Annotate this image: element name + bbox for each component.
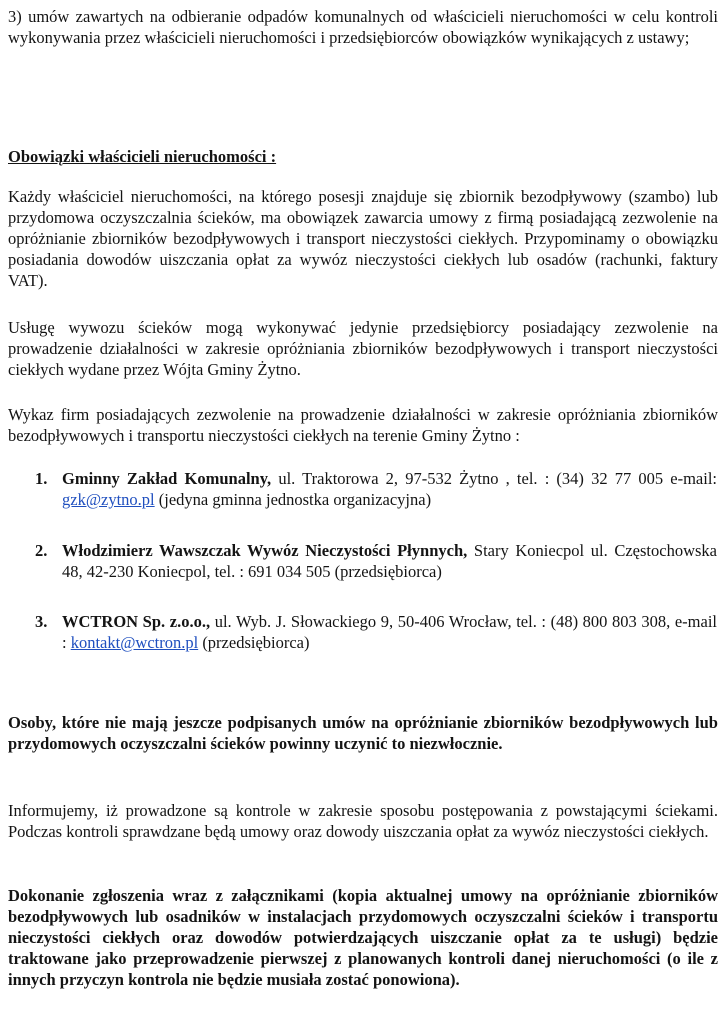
- firm-name: WCTRON Sp. z.o.o.,: [62, 612, 211, 631]
- list-item-number: 2.: [35, 541, 48, 560]
- section-heading: Obowiązki właścicieli nieruchomości :: [8, 147, 277, 166]
- firm-details: ul. Traktorowa 2, 97-532 Żytno , tel. : (34) 32 77 005 e-mail:: [271, 469, 717, 488]
- firms-list-intro: Wykaz firm posiadających zezwolenie na prowadzenie działalności w zakresie opróżniania zbiorników bezodpływowych i transportu nieczystości ciekłych na terenie Gminy Żytno :: [8, 405, 718, 445]
- list-item-number: 1.: [35, 469, 48, 488]
- list-item: [35, 611, 717, 653]
- intro-paragraph: 3) umów zawartych na odbieranie odpadów komunalnych od właścicieli nieruchomości w celu kontroli wykonywania przez właścicieli nieruchomości i przedsiębiorców obowiązków wynikających z ustawy;: [8, 7, 718, 47]
- firm-note: (przedsiębiorca): [198, 633, 310, 652]
- list-item-number: 3.: [35, 612, 48, 631]
- submission-notice-paragraph: Dokonanie zgłoszenia wraz z załącznikami (kopia aktualnej umowy na opróżnianie zbiorników bezodpływowych lub osadników w instalacjach przydomowych oczyszczalni ścieków i transportu nieczystości ciekłych oraz dowodów potwierdzających uiszczanie opłat za te usługi) będzie traktowane jako przeprowadzenie pierwszej z planowanych kontroli danej nieruchomości (o ile z innych przyczyn kontrola nie będzie musiała zostać ponowiona).: [8, 886, 718, 989]
- firm-note: (jedyna gminna jednostka organizacyjna): [154, 490, 432, 509]
- inspection-info-paragraph: Informujemy, iż prowadzone są kontrole w zakresie sposobu postępowania z powstającymi ściekami. Podczas kontroli sprawdzane będą umowy oraz dowody uiszczania opłat za wywóz nieczystości ciekłych.: [8, 801, 718, 841]
- email-link[interactable]: gzk@zytno.pl: [62, 490, 155, 509]
- list-item: [35, 540, 717, 582]
- firm-name: Gminny Zakład Komunalny,: [62, 469, 272, 488]
- firm-details: Stary Koniecpol ul. Częstochowska 48, 42-230 Koniecpol, tel. : 691 034 505 (przedsiębiorca): [62, 541, 717, 581]
- firm-name: Włodzimierz Wawszczak Wywóz Nieczystości Płynnych,: [62, 541, 468, 560]
- email-link[interactable]: kontakt@wctron.pl: [70, 633, 199, 652]
- firm-details: ul. Wyb. J. Słowackiego 9, 50-406 Wrocław, tel. : (48) 800 803 308, e-mail :: [62, 612, 717, 652]
- list-item: [35, 468, 717, 510]
- urgent-notice-paragraph: Osoby, które nie mają jeszcze podpisanych umów na opróżnianie zbiorników bezodpływowych lub przydomowych oczyszczalni ścieków powinny uczynić to niezwłocznie.: [8, 713, 718, 753]
- owners-obligation-paragraph: Każdy właściciel nieruchomości, na którego posesji znajduje się zbiornik bezodpływowy (szambo) lub przydomowa oczyszczalnia ścieków, ma obowiązek zawarcia umowy z firmą posiadającą zezwolenie na opróżnianie zbiorników bezodpływowych i transport nieczystości ciekłych. Przypominamy o obowiązku posiadania dowodów uiszczania opłat za wywóz nieczystości ciekłych lub osadów (rachunki, faktury VAT).: [8, 187, 718, 290]
- service-providers-paragraph: Usługę wywozu ścieków mogą wykonywać jedynie przedsiębiorcy posiadający zezwolenie na prowadzenie działalności w zakresie opróżniania zbiorników bezodpływowych i transport nieczystości ciekłych wydane przez Wójta Gminy Żytno.: [8, 318, 718, 379]
